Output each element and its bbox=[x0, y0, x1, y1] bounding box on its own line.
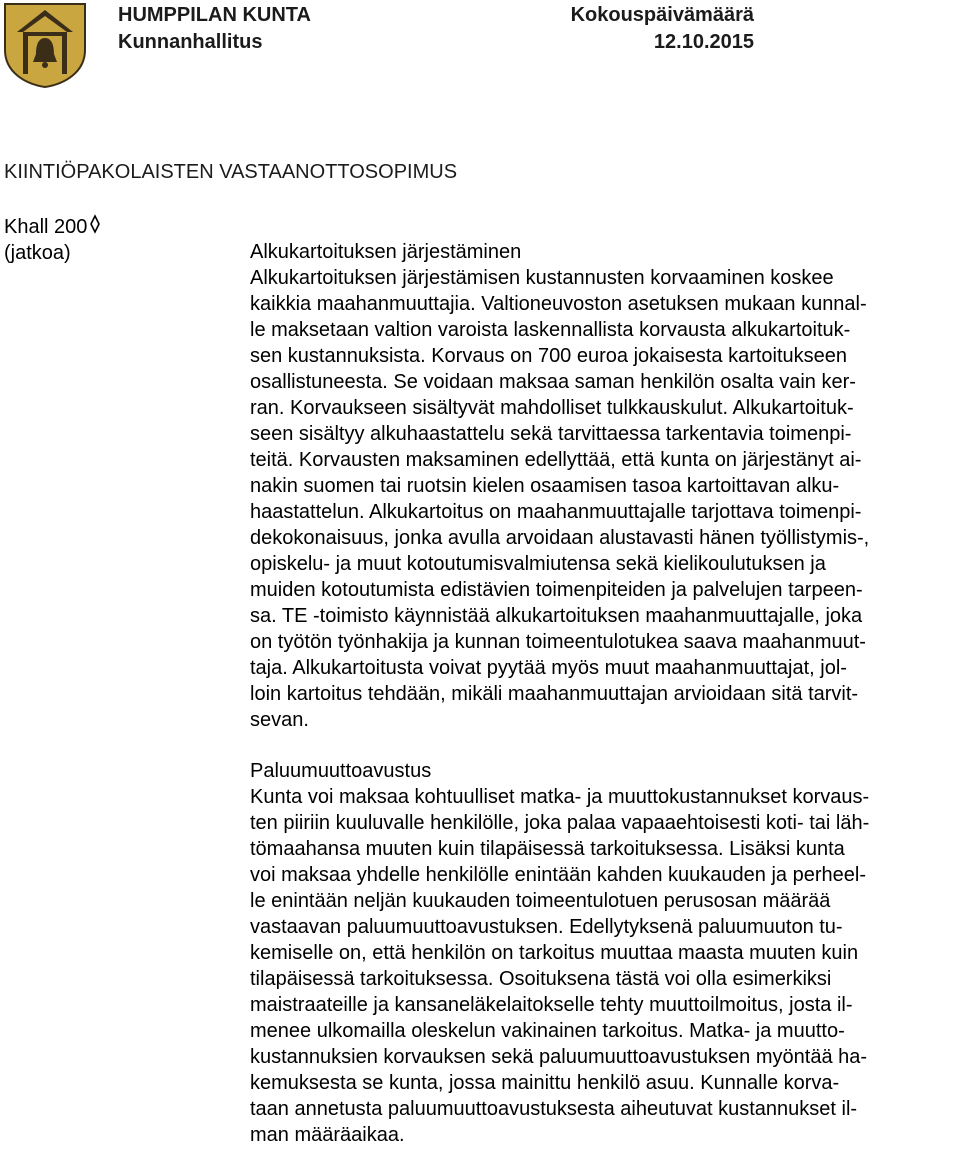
document-body bbox=[250, 239, 960, 1148]
crest-belfry-beam bbox=[23, 32, 67, 36]
body-text-line: man määräaikaa. bbox=[250, 1124, 405, 1146]
crest-belfry-right-post bbox=[62, 32, 67, 74]
body-text-line: kustannuksien korvauksen sekä paluumuuttoavustuksen myöntää ha- bbox=[250, 1046, 868, 1068]
municipality-name: HUMPPILAN KUNTA bbox=[118, 4, 311, 26]
section-heading: Alkukartoituksen järjestäminen bbox=[250, 241, 522, 263]
document-title: KIINTIÖPAKOLAISTEN VASTAANOTTOSOPIMUS bbox=[4, 161, 458, 183]
body-text-line: Kunta voi maksaa kohtuulliset matka- ja muuttokustannukset korvaus- bbox=[250, 786, 870, 808]
section-alkukartoitus bbox=[250, 239, 960, 733]
body-text-line: teitä. Korvausten maksaminen edellyttää, että kunta on järjestänyt ai- bbox=[250, 449, 862, 471]
crest-bell-clapper bbox=[42, 62, 48, 68]
body-text-line: opiskelu- ja muut kotoutumisvalmiutensa sekä kielikoulutuksen ja bbox=[250, 553, 826, 575]
section-spacer bbox=[250, 733, 960, 758]
body-text-line: muiden kotoutumista edistävien toimenpiteiden ja palvelujen tarpeen- bbox=[250, 579, 863, 601]
body-text-line: haastattelun. Alkukartoitus on maahanmuuttajalle tarjottava toimenpi- bbox=[250, 501, 862, 523]
meeting-date: 12.10.2015 bbox=[653, 31, 754, 53]
governing-body: Kunnanhallitus bbox=[118, 31, 263, 53]
body-text-line: ten piiriin kuuluvalle henkilölle, joka palaa vapaaehtoisesti koti- tai läh- bbox=[250, 812, 870, 834]
continued-label: (jatkoa) bbox=[4, 242, 71, 264]
section-mark-icon bbox=[89, 214, 101, 238]
body-text-line: tömaahansa muuten kuin tilapäisessä tarkoituksessa. Lisäksi kunta bbox=[250, 838, 845, 860]
header-right bbox=[571, 2, 754, 56]
section-reference bbox=[4, 214, 101, 266]
section-paluumuuttoavustus bbox=[250, 758, 960, 1148]
body-text-line: taja. Alkukartoitusta voivat pyytää myös muut maahanmuuttajat, jol- bbox=[250, 657, 847, 679]
body-text-line: osallistuneesta. Se voidaan maksaa saman henkilön osalta vain ker- bbox=[250, 371, 856, 393]
body-text-line: loin kartoitus tehdään, mikäli maahanmuuttajan arvioidaan sitä tarvit- bbox=[250, 683, 859, 705]
body-text-line: on työtön työnhakija ja kunnan toimeentulotukea saava maahanmuut- bbox=[250, 631, 866, 653]
body-text-line: sen kustannuksista. Korvaus on 700 euroa jokaisesta kartoitukseen bbox=[250, 345, 848, 367]
body-text-line: voi maksaa yhdelle henkilölle enintään kahden kuukauden ja perheel- bbox=[250, 864, 866, 886]
body-text-line: dekokonaisuus, jonka avulla arvoidaan alustavasti hänen työllistymis-, bbox=[250, 527, 870, 549]
body-text-line: taan annetusta paluumuuttoavustuksesta aiheutuvat kustannukset il- bbox=[250, 1098, 858, 1120]
section-number: Khall 200 bbox=[4, 216, 88, 238]
crest-belfry-left-post bbox=[23, 32, 28, 74]
body-text-line: maistraateille ja kansaneläkelaitokselle tehty muuttoilmoitus, josta il- bbox=[250, 994, 853, 1016]
municipality-crest-logo bbox=[3, 2, 87, 88]
body-text-line: kemuksesta se kunta, jossa mainittu henkilö asuu. Kunnalle korva- bbox=[250, 1072, 840, 1094]
body-text-line: vastaavan paluumuuttoavustuksen. Edellytyksenä paluumuuton tu- bbox=[250, 916, 843, 938]
body-text-line: sa. TE -toimisto käynnistää alkukartoituksen maahanmuuttajalle, joka bbox=[250, 605, 863, 627]
body-text-line: Alkukartoituksen järjestämisen kustannusten korvaaminen koskee bbox=[250, 267, 834, 289]
body-text-line: sevan. bbox=[250, 709, 309, 731]
body-text-line: ran. Korvaukseen sisältyvät mahdolliset tulkkauskulut. Alkukartoituk- bbox=[250, 397, 854, 419]
body-text-line: tilapäisessä tarkoituksessa. Osoituksena tästä voi olla esimerkiksi bbox=[250, 968, 832, 990]
header-left bbox=[118, 2, 311, 56]
meeting-date-label: Kokouspäivämäärä bbox=[570, 4, 754, 26]
section-heading: Paluumuuttoavustus bbox=[250, 760, 432, 782]
body-text-line: kaikkia maahanmuuttajia. Valtioneuvoston asetuksen mukaan kunnal- bbox=[250, 293, 867, 315]
body-text-line: seen sisältyy alkuhaastattelu sekä tarvittaessa tarkentavia toimenpi- bbox=[250, 423, 852, 445]
body-text-line: le enintään neljän kuukauden toimeentulotuen perusosan määrää bbox=[250, 890, 831, 912]
body-text-line: kemiselle on, että henkilön on tarkoitus muuttaa maasta muuten kuin bbox=[250, 942, 859, 964]
body-text-line: nakin suomen tai ruotsin kielen osaamisen tasoa kartoittavan alku- bbox=[250, 475, 840, 497]
body-text-line: menee ulkomailla oleskelun vakinainen tarkoitus. Matka- ja muutto- bbox=[250, 1020, 845, 1042]
body-text-line: le maksetaan valtion varoista laskennallista korvausta alkukartoituk- bbox=[250, 319, 851, 341]
